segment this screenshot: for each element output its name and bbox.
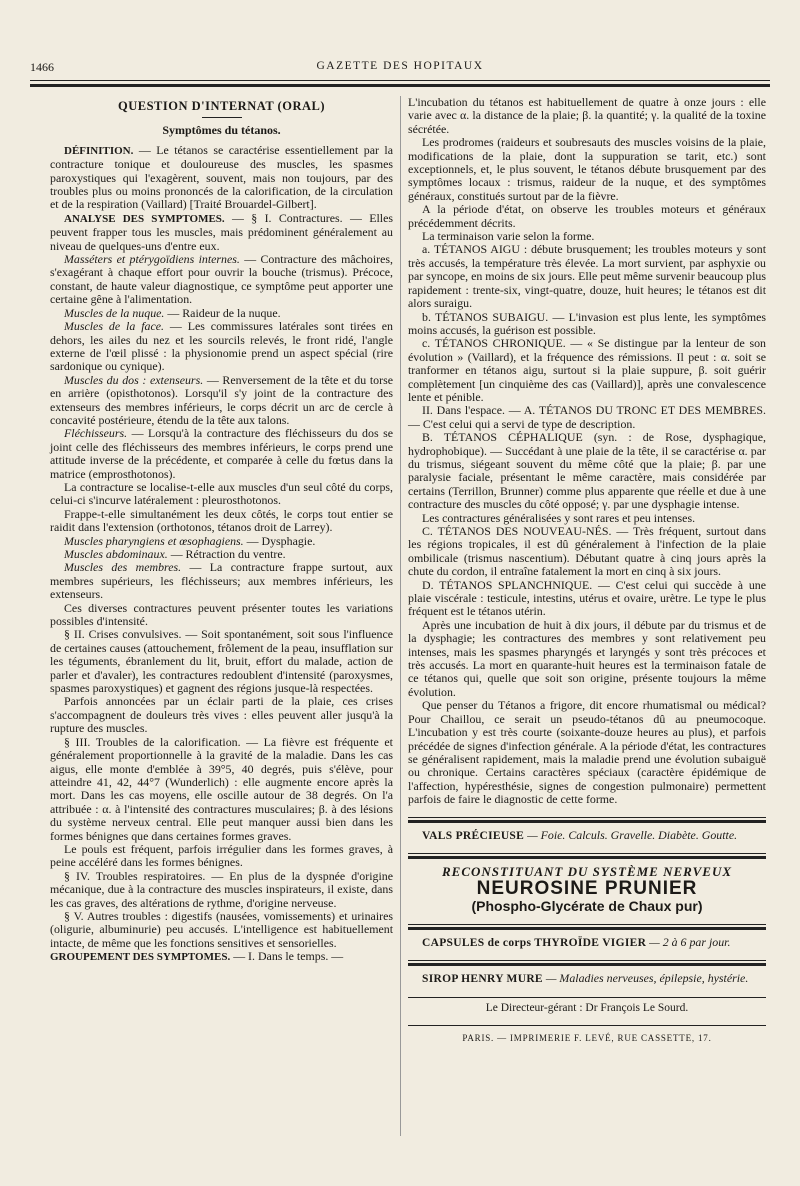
- ad-neurosine-name: NEUROSINE PRUNIER: [476, 878, 698, 900]
- paragraph-cephalique: B. TÉTANOS CÉPHALIQUE (syn. : de Rose, dysphagique, hydrophobique). — Succédant à une plaie de la tête, il se caractérise α. par du trismus, siégeant souvent du même côté que la plaie; β. par une paralysie faciale, présentant le même caractère, mais considérée par certains (Terrillon, Brunner) comme plus apparente que réelle et due à une contracture des muscles du côté opposé; γ. par une dysphagie intense.: [408, 430, 766, 512]
- paragraph-face: [50, 320, 393, 374]
- ad-separator-bottom: [408, 997, 766, 998]
- abdominaux-label: Muscles abdominaux.: [64, 547, 168, 561]
- nuque-text: — Raideur de la nuque.: [167, 305, 281, 320]
- paragraph-calorification: § III. Troubles de la calorification. — La fièvre est fréquente et généralement proportionnelle à la gravité de la maladie. Dans les cas aigus, elle monte d'emblée à 39°5, 40 degrés, puis s'élève, pour atteindre 41, 42, 44°7 (Wunderlich) : elle augmente encore après la mort. Dans les cas moyens, elle oscille autour de 38 degrés. On l'a attribuée : α. à l'intensité des contractures musculaires; β. à des lésions du système nerveux central. Elle peut manquer aussi bien dans les formes bénignes que dans certaines formes graves.: [50, 734, 393, 843]
- dos-label: Muscles du dos : extenseurs.: [64, 372, 204, 387]
- paragraph-nouveau-nes: C. TÉTANOS DES NOUVEAU-NÉS. — Très fréquent, surtout dans les régions tropicales, il est dû généralement à l'infection de la plaie ombilicale (trismus nascentium). Débutant quatre à cinq jours après la chute du cordon, il entraîne fatalement la mort en cinq à six jours.: [408, 524, 766, 579]
- paragraph-pleurosthotonos: La contracture se localise-t-elle aux muscles d'un seul côté du corps, celui-ci s'incurve latéralement : pleurosthotonos.: [50, 479, 393, 508]
- ad-capsules: [408, 936, 766, 950]
- paragraph-tetanos-aigu: a. TÉTANOS AIGU : débute brusquement; les troubles moteurs y sont très accusés, la température très élevée. La mort survient, par asphyxie ou par syncope, en moins de six jours. Elle peut même survenir beaucoup plus rapidement : trente-six, vingt-quatre, douze, huit heures; le tétanos est dit alors suraigu.: [408, 242, 766, 311]
- ad-sirop-text: — Maladies nerveuses, épilepsie, hystérie.: [545, 971, 749, 986]
- ad-sirop: [408, 972, 766, 986]
- dos-text: — Renversement de la tête et du torse en arrière (opisthotonos). Lorsqu'il s'y joint de la contracture des extenseurs des membres inférieurs, le corps décrit un arc de cercle à concavité postérieure, étendu de la tête aux talons.: [50, 372, 393, 427]
- printer-imprint: PARIS. — IMPRIMERIE F. LEVÉ, RUE CASSETTE, 17.: [462, 1032, 712, 1043]
- ad-neurosine: [408, 865, 766, 914]
- ad-separator-sirop: [408, 960, 766, 961]
- paragraph-espace: II. Dans l'espace. — A. TÉTANOS DU TRONC ET DES MEMBRES. — C'est celui qui a servi de type de description.: [408, 403, 766, 431]
- paragraph-flechisseurs: [50, 427, 393, 481]
- paragraph-variations: Ces diverses contractures peuvent présenter toutes les variations possibles d'intensité.: [50, 600, 393, 629]
- journal-title: GAZETTE DES HOPITAUX: [316, 60, 484, 72]
- section-title: QUESTION D'INTERNAT (ORAL): [117, 99, 325, 113]
- abdominaux-text: — Rétraction du ventre.: [170, 547, 286, 561]
- ad-sirop-title: SIROP HENRY MURE: [422, 973, 543, 986]
- paragraph-incubation: L'incubation du tétanos est habituellement de quatre à onze jours : elle varie avec α. la distance de la plaie; β. la quantité; γ. la qualité de la toxine sécrétée.: [408, 95, 766, 136]
- header-rule-thick: [30, 84, 770, 87]
- groupement-label: GROUPEMENT DES SYMPTOMES.: [50, 951, 231, 964]
- ad-separator-capsules: [408, 924, 766, 925]
- paragraph-a-frigore: Que penser du Tétanos a frigore, dit encore rhumatismal ou médical? Pour Chaillou, ce serait un pseudo-tétanos dû au pneumocoque. L'incubation y est très courte (soixante-douze heures au plus), et parfois précédée de signes d'infection générale. A la période d'état, les contractures se généralisent rapidement, mais la maladie prend une évolution subaiguë ou chronique. Certains caractères spéciaux (caractère épidémique de l'affection, hypéresthésie, signes de congestion pulmonaire) permettent parfois de faire le diagnostic de cette forme.: [408, 698, 766, 807]
- article-subtitle: Symptômes du tétanos.: [162, 123, 281, 138]
- page-header: [30, 60, 770, 82]
- ad-capsules-text: — 2 à 6 par jour.: [649, 934, 731, 949]
- paragraph-masseters: [50, 253, 393, 307]
- ad-separator-capsules-thick: [408, 927, 766, 930]
- ad-neurosine-tagline: RECONSTITUANT DU SYSTÈME NERVEUX: [441, 863, 732, 879]
- membres-label: Muscles des membres.: [64, 560, 182, 575]
- paragraph-autres: § V. Autres troubles : digestifs (nausées, vomissements) et urinaires (oligurie, albuminurie) peu accusés. L'intelligence est habituellement intacte, de même que les fonctions sensitives et sensorielles.: [50, 908, 393, 950]
- title-rule: [202, 117, 242, 118]
- groupement-text: — I. Dans le temps. —: [233, 949, 344, 964]
- page-number: 1466: [30, 60, 54, 74]
- paragraph-pharyngiens: [50, 535, 393, 548]
- masseters-label: Masséters et ptérygoïdiens internes.: [64, 252, 240, 267]
- paragraph-tetanos-chronique: c. TÉTANOS CHRONIQUE. — « Se distingue par la lenteur de son évolution » (Vaillard), et la fréquence des rémissions. Il peut : α. soit se tranformer en tétanos aigu, surtout si la plaie suppure, β. soit guérir complètement [un cinquième des cas (Vaillard)], après une convalescence lente et pénible.: [408, 336, 766, 404]
- membres-text: — La contracture frappe surtout, aux membres supérieurs, les fléchisseurs; aux membres inférieurs, les extenseurs.: [50, 560, 393, 602]
- ad-vals-title: VALS PRÉCIEUSE: [422, 829, 525, 842]
- paragraph-dos: [50, 374, 393, 428]
- paragraph-pouls: Le pouls est fréquent, parfois irrégulier dans les formes graves, à peine accéléré dans les formes bénignes.: [50, 841, 393, 870]
- paragraph-nuque: [50, 307, 393, 320]
- paragraph-respiratoires: § IV. Troubles respiratoires. — En plus de la dyspnée d'origine mécanique, due à la contracture des muscles inspirateurs, il existe, dans les cas graves, des altérations de rythme, d'origine nerveuse.: [50, 868, 393, 910]
- paragraph-terminaison: La terminaison varie selon la forme.: [422, 229, 595, 244]
- ad-separator-top: [408, 817, 766, 818]
- pharyngiens-label: Muscles pharyngiens et œsophagiens.: [64, 533, 244, 548]
- nuque-label: Muscles de la nuque.: [64, 305, 165, 320]
- paragraph-prodromes: Les prodromes (raideurs et soubresauts des muscles voisins de la plaie, modifications de la plaie, dont la suppuration se tarit, etc.) sont exceptionnels, et, le plus souvent, le tétanos débute brusquement par des symptômes locaux : trismus, raideur de la nuque, et des symptômes généraux, constitués surtout par de la fièvre.: [408, 135, 766, 203]
- flechisseurs-text: — Lorsqu'à la contracture des fléchisseurs du dos se joint celle des fléchisseurs des membres inférieurs, le corps prend une attitude inverse de la précédente, et comparée à celle du fœtus dans la matrice (emprosthotonos).: [50, 426, 393, 481]
- ad-separator-neurosine-thick: [408, 856, 766, 859]
- analysis-text: — § I. Contractures. — Elles peuvent frapper tous les muscles, mais prédominent généralement au niveau de quelques-uns d'entre eux.: [50, 210, 393, 253]
- pharyngiens-text: — Dysphagie.: [246, 533, 316, 548]
- paragraph-membres: [50, 561, 393, 601]
- ad-separator-sirop-thick: [408, 963, 766, 966]
- definition-text: — Le tétanos se caractérise essentiellement par la contracture tonique et douloureuse des muscles, les spasmes paroxystiques qui l'exagèrent, souvent, mais non toujours, par des troubles plus ou moins prononcés de la calorification, de la circulation et de la respiration (Vaillard) [Traité Brouardel-Gilbert].: [50, 142, 393, 212]
- paragraph-tetanos-subaigu: b. TÉTANOS SUBAIGU. — L'invasion est plus lente, les symptômes moins accusés, la guérison est possible.: [408, 309, 766, 337]
- column-divider: [400, 96, 401, 1136]
- right-column: [408, 96, 766, 1045]
- masseters-text: — Contracture des mâchoires, s'exagérant à chaque effort pour ouvrir la bouche (trismus). Précoce, constant, de haute valeur diagnostique, ce symptôme peut apporter une certaine gêne à l'alimentation.: [50, 252, 393, 307]
- paragraph-analysis: [50, 212, 393, 253]
- analysis-label: ANALYSE DES SYMPTOMES.: [64, 212, 225, 225]
- definition-label: DÉFINITION.: [64, 144, 134, 157]
- flechisseurs-label: Fléchisseurs.: [64, 426, 128, 441]
- paragraph-crises: § II. Crises convulsives. — Soit spontanément, soit sous l'influence de certaines causes (attouchement, frôlement de la peau, insufflation sur les téguments, ébranlement du lit, bruit, effort du malade, action de parler et d'avaler), les contractures redoublent d'intensité (paroxysmes, spasmes paroxystiques) et gagnent des régions jusque-là respectées.: [50, 627, 393, 696]
- face-label: Muscles de la face.: [64, 319, 164, 334]
- signature-rule: [408, 1025, 766, 1026]
- paragraph-orthotonos: Frappe-t-elle simultanément les deux côtés, le corps tout entier se raidit dans l'extension (orthotonos, tétanos droit de Larrey).: [50, 506, 393, 535]
- paragraph-groupement: [50, 950, 393, 964]
- paragraph-generalisees: Les contractures généralisées y sont rares et peu intenses.: [422, 510, 696, 525]
- ad-separator-neurosine: [408, 853, 766, 854]
- paragraph-periode-etat: A la période d'état, on observe les troubles moteurs et généraux précédemment décrits.: [408, 202, 766, 230]
- header-rule-thin: [30, 80, 770, 81]
- paragraph-uterin-evolution: Après une incubation de huit à dix jours, il débute par du trismus et de la dysphagie; les contractures des membres y sont relativement peu intenses, mais les spasmes pharyngés et laryngés y sont très précoces et très accusés. La mort en quarante-huit heures est la terminaison fatale de ce tétanos qui, quelle que soit son origine, présente toujours la même évolution.: [408, 617, 766, 699]
- paragraph-splanchnique: D. TÉTANOS SPLANCHNIQUE. — C'est celui qui succède à une plaie viscérale : testicule, intestins, utérus et ovaire, urètre. Le type le plus fréquent est le tétanos utérin.: [408, 577, 766, 619]
- director-signature: Le Directeur-gérant : Dr François Le Sourd.: [485, 1001, 689, 1014]
- paragraph-eclair: Parfois annoncées par un éclair parti de la plaie, ces crises s'accompagnent de douleurs très vives : elles peuvent aller jusqu'à la rupture des muscles.: [50, 694, 393, 736]
- ad-neurosine-formula: (Phospho-Glycérate de Chaux pur): [471, 898, 703, 915]
- ad-vals-text: — Foie. Calculs. Gravelle. Diabète. Goutte.: [527, 827, 738, 842]
- face-text: — Les commissures latérales sont tirées en dehors, les ailes du nez et les sourcils relevés, le front ridé, l'angle externe de l'œil plissé : la physionomie prend un aspect spécial (rire sardonique ou cynique).: [50, 319, 393, 374]
- paragraph-definition: [50, 144, 393, 212]
- ad-separator-top-thick: [408, 820, 766, 823]
- paragraph-abdominaux: [50, 548, 393, 561]
- left-column: [50, 96, 393, 965]
- ad-vals: [408, 829, 766, 843]
- ad-capsules-title: CAPSULES de corps THYROÏDE VIGIER: [422, 936, 647, 949]
